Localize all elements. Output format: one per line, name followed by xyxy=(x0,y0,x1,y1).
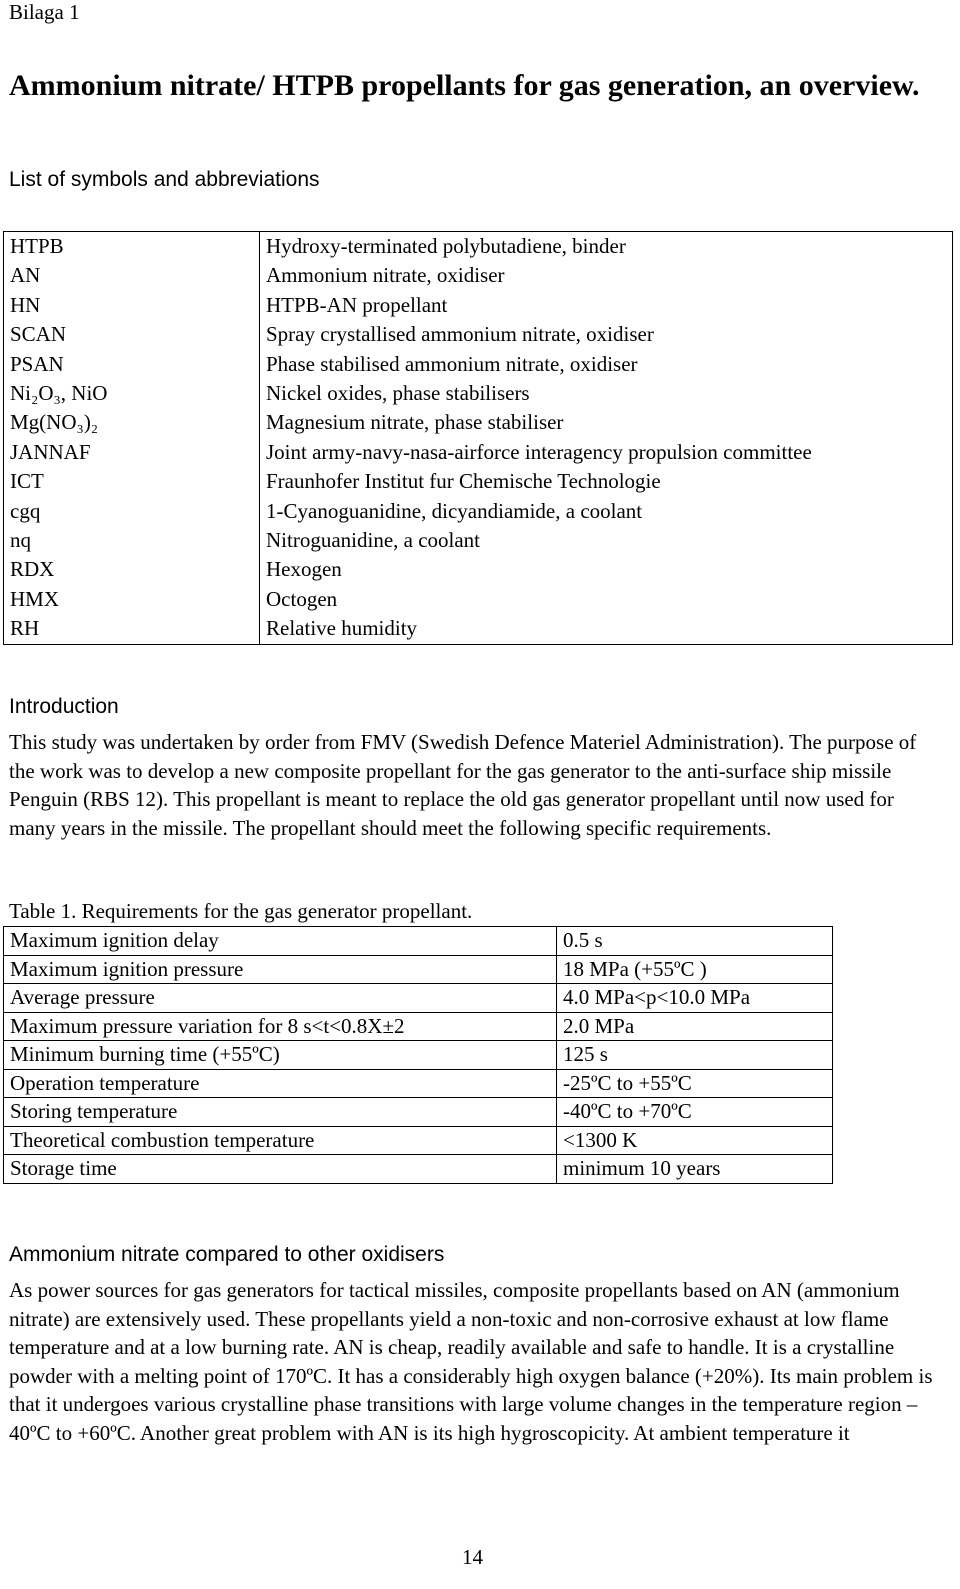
requirement-cell: Maximum pressure variation for 8 s<t<0.8X±2 xyxy=(4,1012,557,1041)
table-row xyxy=(4,232,953,262)
requirement-cell: Theoretical combustion temperature xyxy=(4,1126,557,1155)
comparison-paragraph: As power sources for gas generators for tactical missiles, composite propellants based on AN (ammonium nitrate) are extensively used. These propellants yield a non-toxic and non-corrosive exhaust at low flame temperature and at a low burning rate. AN is cheap, readily available and safe to handle. It is a crystalline powder with a melting point of 170ºC. It has a considerably high oxygen balance (+20%). Its main problem is that it undergoes various crystalline phase transitions with large volume changes in the temperature region –40ºC to +60ºC. Another great problem with AN is its high hygroscopicity. At ambient temperature it xyxy=(9,1278,933,1445)
table-row xyxy=(4,467,953,496)
value-cell: 0.5 s xyxy=(557,927,833,956)
symbol-cell: SCAN xyxy=(10,322,67,347)
value-cell: 125 s xyxy=(557,1041,833,1070)
page-number: 14 xyxy=(462,1545,483,1569)
value-cell: 18 MPa (+55ºC ) xyxy=(557,955,833,984)
table-row xyxy=(4,1126,833,1155)
table-row xyxy=(4,1155,833,1184)
table-caption: Table 1. Requirements for the gas generator propellant. xyxy=(9,899,473,923)
value-cell: minimum 10 years xyxy=(557,1155,833,1184)
table-row xyxy=(4,408,953,437)
symbol-cell: RDX xyxy=(10,557,55,582)
symbol-cell: RH xyxy=(10,616,40,641)
table-row xyxy=(4,1069,833,1098)
meaning-cell: Phase stabilised ammonium nitrate, oxidiser xyxy=(260,350,953,379)
symbol-cell: HMX xyxy=(10,586,60,611)
symbol-cell: PSAN xyxy=(10,351,64,376)
comparison-heading: Ammonium nitrate compared to other oxidisers xyxy=(9,1243,445,1266)
meaning-cell: HTPB-AN propellant xyxy=(260,291,953,320)
value-cell: 4.0 MPa<p<10.0 MPa xyxy=(557,984,833,1013)
symbol-cell: Mg(NO₃)₂ xyxy=(10,410,99,435)
abbreviations-table xyxy=(3,231,953,645)
table-row xyxy=(4,261,953,290)
table-row xyxy=(4,526,953,555)
table-row xyxy=(4,320,953,349)
symbol-cell: nq xyxy=(10,528,31,553)
requirement-cell: Average pressure xyxy=(4,984,557,1013)
meaning-cell: Spray crystallised ammonium nitrate, oxidiser xyxy=(260,320,953,349)
meaning-cell: Hexogen xyxy=(260,555,953,584)
symbol-cell: Ni₂O₃, NiO xyxy=(10,381,108,406)
meaning-cell: Ammonium nitrate, oxidiser xyxy=(260,261,953,290)
table-row xyxy=(4,555,953,584)
attachment-label: Bilaga 1 xyxy=(9,0,80,24)
table-row xyxy=(4,350,953,379)
requirement-cell: Maximum ignition delay xyxy=(4,927,557,956)
table-row xyxy=(4,1012,833,1041)
document-title: Ammonium nitrate/ HTPB propellants for gas generation, an overview. xyxy=(9,69,920,102)
table-row xyxy=(4,1041,833,1070)
symbol-cell: HTPB xyxy=(10,234,64,258)
requirement-cell: Storing temperature xyxy=(4,1098,557,1127)
table-row xyxy=(4,438,953,467)
symbol-cell: AN xyxy=(10,263,41,288)
table-row xyxy=(4,585,953,614)
introduction-paragraph: This study was undertaken by order from FMV (Swedish Defence Materiel Administration). The purpose of the work was to develop a new composite propellant for the gas generator to the anti-surface ship missile Penguin (RBS 12). This propellant is meant to replace the old gas generator propellant until now used for many years in the missile. The propellant should meet the following specific requirements. xyxy=(9,730,917,840)
table-row xyxy=(4,984,833,1013)
abbreviations-heading: List of symbols and abbreviations xyxy=(9,168,320,191)
value-cell: -40ºC to +70ºC xyxy=(557,1098,833,1127)
meaning-cell: Nitroguanidine, a coolant xyxy=(260,526,953,555)
symbol-cell: HN xyxy=(10,292,41,317)
table-row xyxy=(4,1098,833,1127)
requirements-table xyxy=(3,926,833,1184)
meaning-cell: Joint army-navy-nasa-airforce interagency propulsion committee xyxy=(260,438,953,467)
table-row xyxy=(4,955,833,984)
value-cell: 2.0 MPa xyxy=(557,1012,833,1041)
symbol-cell: ICT xyxy=(10,469,44,494)
symbol-cell: JANNAF xyxy=(10,439,91,464)
meaning-cell: Fraunhofer Institut fur Chemische Technologie xyxy=(260,467,953,496)
requirement-cell: Storage time xyxy=(4,1155,557,1184)
requirement-cell: Operation temperature xyxy=(4,1069,557,1098)
table-row xyxy=(4,497,953,526)
meaning-cell: Magnesium nitrate, phase stabiliser xyxy=(260,408,953,437)
value-cell: <1300 K xyxy=(557,1126,833,1155)
requirement-cell: Minimum burning time (+55ºC) xyxy=(4,1041,557,1070)
table-row xyxy=(4,379,953,408)
meaning-cell: Hydroxy-terminated polybutadiene, binder xyxy=(260,232,953,262)
value-cell: -25ºC to +55ºC xyxy=(557,1069,833,1098)
meaning-cell: Octogen xyxy=(260,585,953,614)
meaning-cell: 1-Cyanoguanidine, dicyandiamide, a coolant xyxy=(260,497,953,526)
table-row xyxy=(4,291,953,320)
requirement-cell: Maximum ignition pressure xyxy=(4,955,557,984)
introduction-heading: Introduction xyxy=(9,695,119,718)
table-row xyxy=(4,927,833,956)
symbol-cell: cgq xyxy=(10,498,41,523)
table-row xyxy=(4,614,953,644)
meaning-cell: Relative humidity xyxy=(260,614,953,644)
meaning-cell: Nickel oxides, phase stabilisers xyxy=(260,379,953,408)
